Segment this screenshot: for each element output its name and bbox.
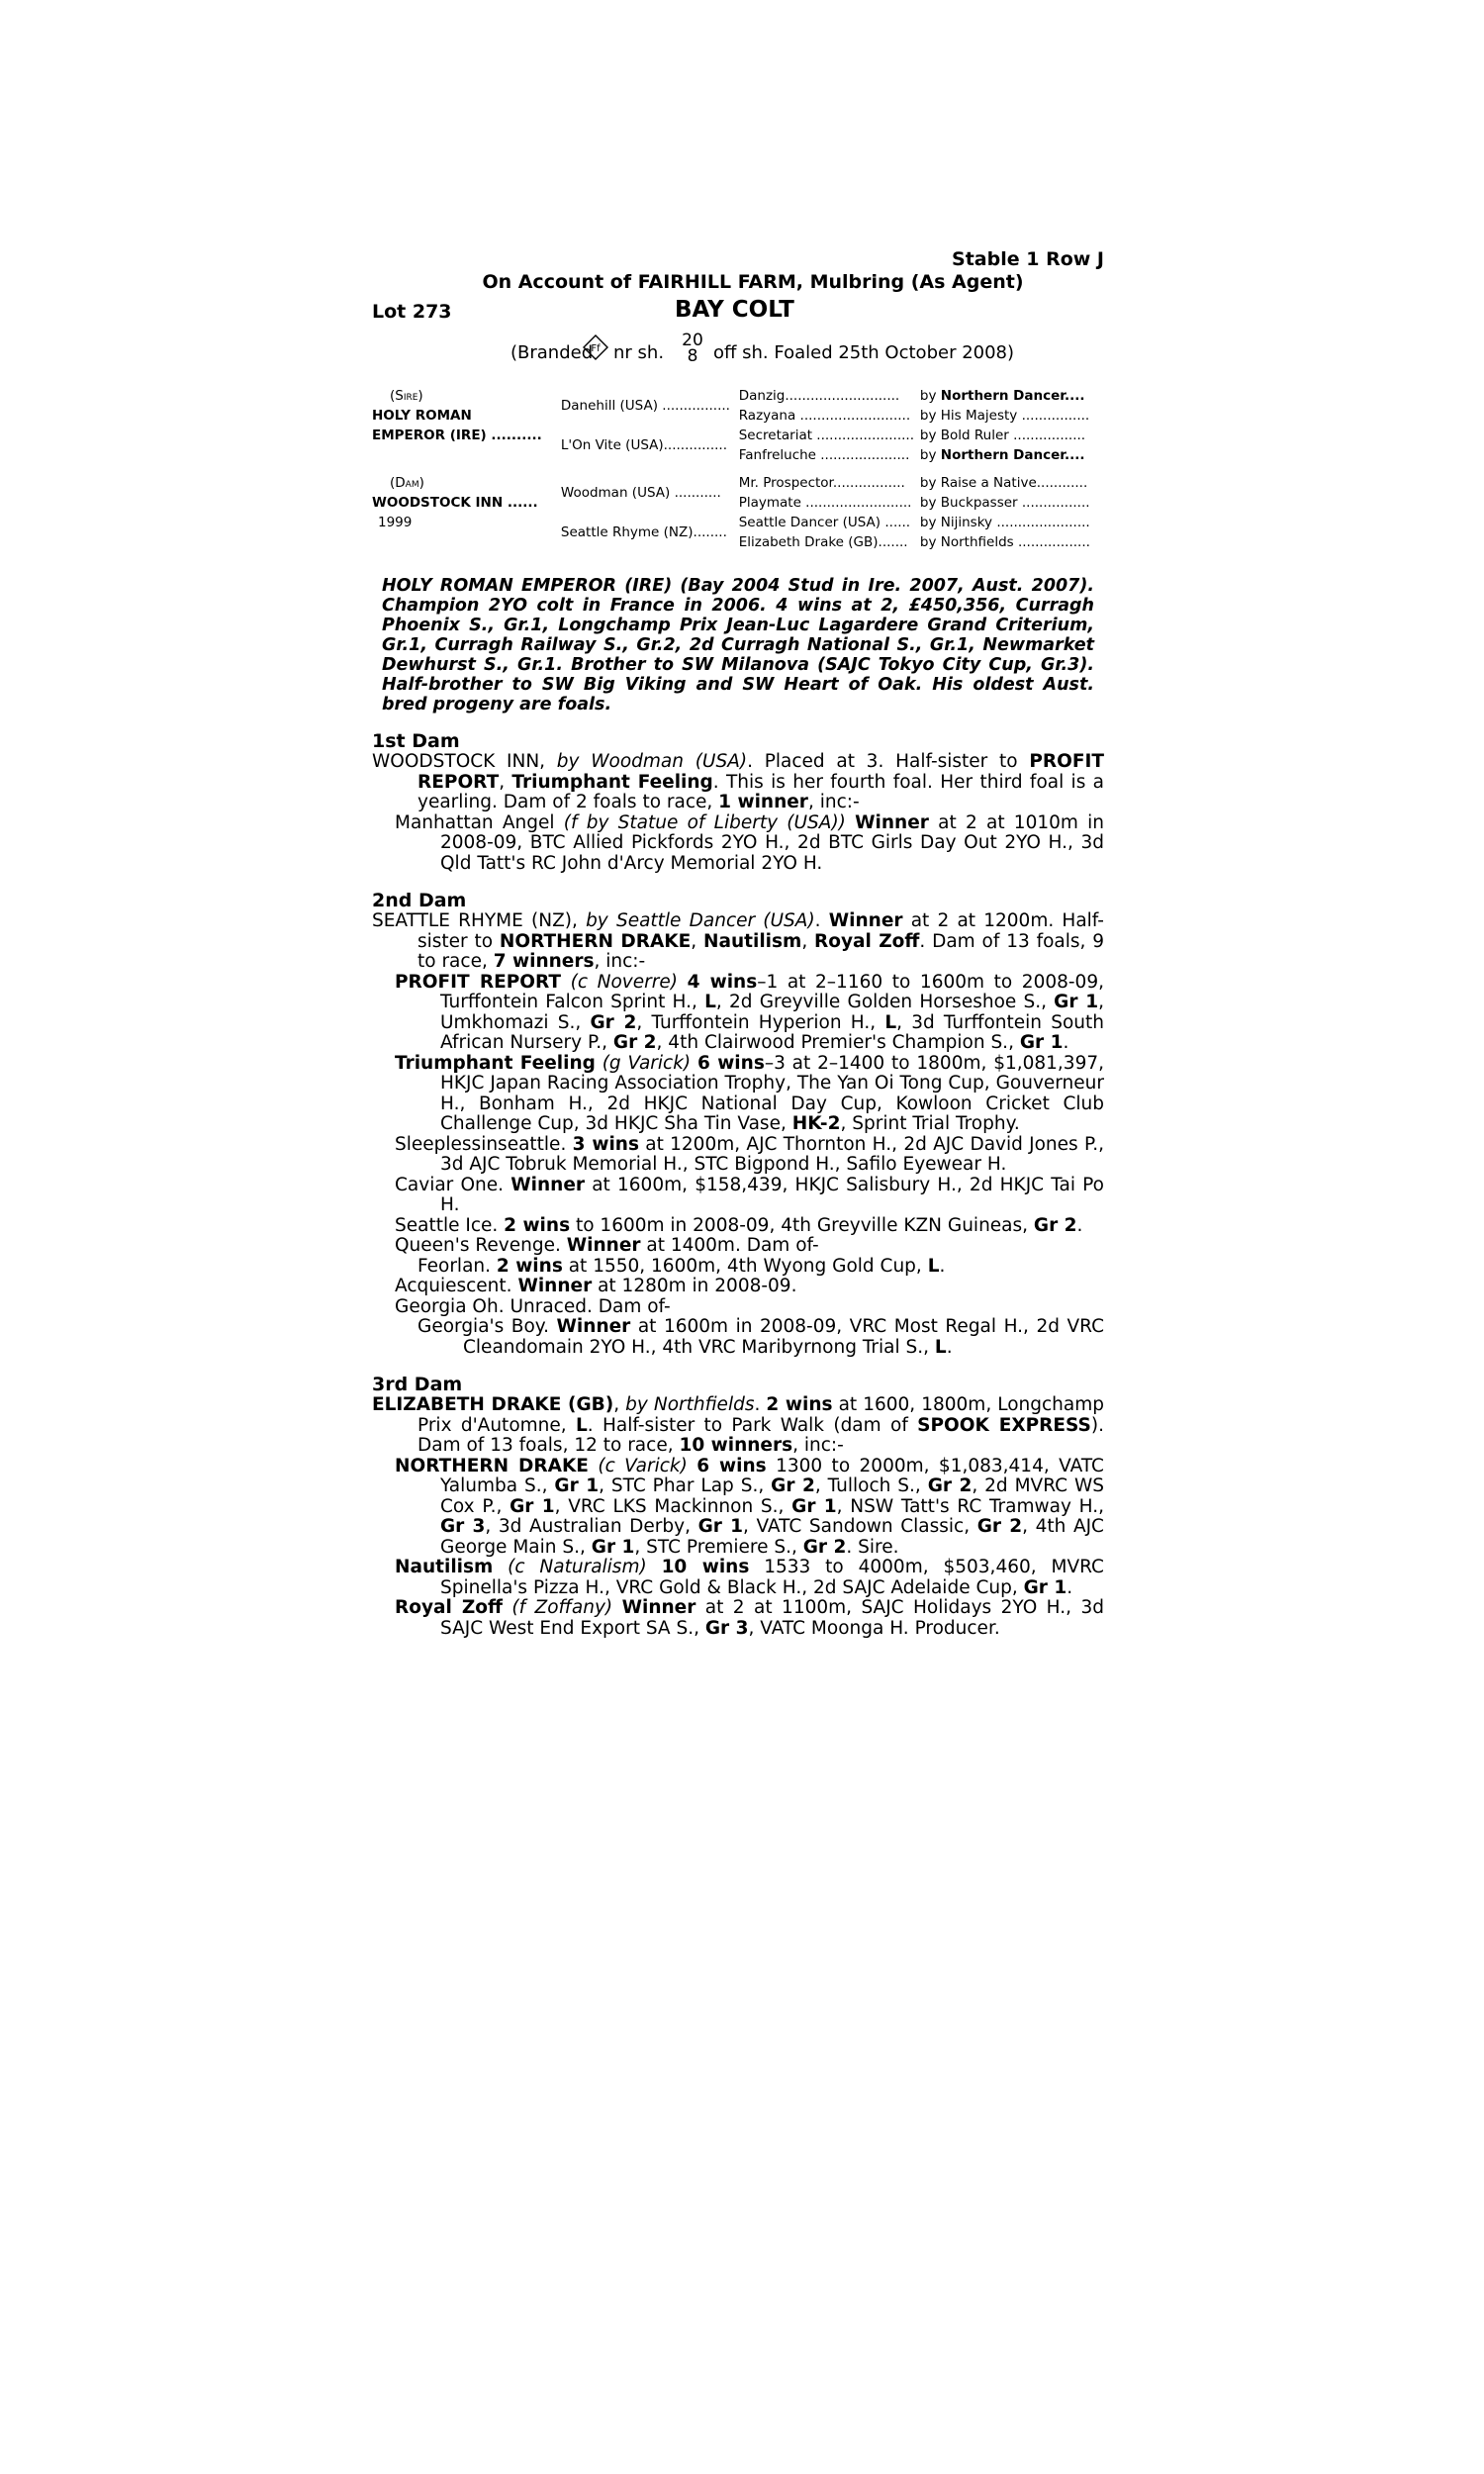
lot-number: Lot 273 [372,301,452,323]
pedigree-g4-4: by Northern Dancer.... [919,447,1085,463]
lot-title: BAY COLT [675,297,794,323]
progeny-entry: PROFIT REPORT (c Noverre) 4 wins–1 at 2–1160 to 1600m to 2008-09, Turffontein Falcon Sprint H., L, 2d Greyville Golden Horseshoe S., Gr 1, Umkhomazi S., Gr 2, Turffontein Hyperion H., L, 3d Turffontein South African Nursery P., Gr 2, 4th Clairwood Premier's Champion S., Gr 1. [395,971,1105,1053]
progeny-entry: Queen's Revenge. Winner at 1400m. Dam of- [395,1235,819,1256]
dam-name: WOODSTOCK INN ...... [372,495,538,511]
progeny-entry: Georgia Oh. Unraced. Dam of- [395,1295,671,1317]
first-dam-entry: WOODSTOCK INN, by Woodman (USA). Placed at 3. Half-sister to PROFIT REPORT, Triumphant Feeling. This is her fourth foal. Her third foal is a yearling. Dam of 2 foals to race, 1 winner, inc:- [372,751,1105,812]
brand-mark-icon [583,334,608,360]
pedigree-g3-5: Mr. Prospector................. [738,475,905,491]
pedigree-g3-2: Razyana .......................... [738,408,911,424]
progeny-entry: Seattle Ice. 2 wins to 1600m in 2008-09, 4th Greyville KZN Guineas, Gr 2. [395,1214,1083,1236]
pedigree-g4-8: by Northfields ................. [919,534,1090,550]
first-dam-heading: 1st Dam [372,730,460,752]
pedigree-g3-3: Secretariat ....................... [738,428,914,443]
pedigree-table [372,386,1094,552]
pedigree-g3-8: Elizabeth Drake (GB)....... [738,534,908,550]
progeny-entry: Triumphant Feeling (g Varick) 6 wins–3 at 2–1400 to 1800m, $1,081,397, HKJC Japan Racing Association Trophy, The Yan Oi Tong Cup, Gouverneur H., Bonham H., 2d HKJC National Day Cup, Kowloon Cricket Club Challenge Cup, 3d HKJC Sha Tin Vase, HK-2, Sprint Trial Trophy. [395,1052,1104,1134]
off-shoulder-foaled: off sh. Foaled 25th October 2008) [713,342,1015,363]
pedigree-g4-6: by Buckpasser ................ [919,495,1090,511]
progeny-entry: Caviar One. Winner at 1600m, $158,439, HKJC Salisbury H., 2d HKJC Tai Po H. [395,1174,1104,1215]
fraction-bottom: 8 [687,346,698,366]
fraction-top: 20 [682,331,703,350]
pedigree-g4-7: by Nijinsky ...................... [919,515,1090,530]
third-dam-entry: ELIZABETH DRAKE (GB), by Northfields. 2 wins at 1600, 1800m, Longchamp Prix d'Automne, L. Half-sister to Park Walk (dam of SPOOK EXPRESS). Dam of 13 foals, 12 to race, 10 winners, inc:- [372,1394,1105,1456]
brand-fraction [682,333,703,364]
pedigree-g4-2: by His Majesty ................ [919,408,1090,424]
grand-progeny-entry: Georgia's Boy. Winner at 1600m in 2008-09, VRC Most Regal H., 2d VRC Cleandomain 2YO H., 4th VRC Maribyrnong Trial S., L. [417,1316,1104,1358]
brand-line [372,333,1104,372]
third-dam-heading: 3rd Dam [372,1374,463,1395]
dam-label: (Dam) [390,475,424,491]
dam-dam: Seattle Rhyme (NZ)........ [560,524,727,540]
progeny-entry: NORTHERN DRAKE (c Varick) 6 wins 1300 to 2000m, $1,083,414, VATC Yalumba S., Gr 1, STC Phar Lap S., Gr 2, Tulloch S., Gr 2, 2d MVRC WS Cox P., Gr 1, VRC LKS Mackinnon S., Gr 1, NSW Tatt's RC Tramway H., Gr 3, 3d Australian Derby, Gr 1, VATC Sandown Classic, Gr 2, 4th AJC George Main S., Gr 1, STC Premiere S., Gr 2. Sire. [395,1455,1105,1558]
sire-name: HOLY ROMAN [372,408,472,424]
progeny-entry: Acquiescent. Winner at 1280m in 2008-09. [395,1276,797,1296]
progeny-entry: Sleeplessinseattle. 3 wins at 1200m, AJC Thornton H., 2d AJC David Jones P., 3d AJC Tobruk Memorial H., STC Bigpond H., Safilo Eyewear H. [395,1133,1104,1175]
pedigree-g3-4: Fanfreluche ..................... [738,447,910,463]
sire-label: (Sire) [390,388,423,404]
pedigree-g4-1: by Northern Dancer.... [919,388,1085,404]
pedigree-g3-7: Seattle Dancer (USA) ...... [738,515,911,530]
dam-year: 1999 [378,515,413,530]
sire-dam: L'On Vite (USA)............... [560,437,728,453]
catalogue-page [372,247,1104,1639]
progeny-entry: Manhattan Angel (f by Statue of Liberty (USA)) Winner at 2 at 1010m in 2008-09, BTC Allied Pickfords 2YO H., 2d BTC Girls Day Out 2YO H., 3d Qld Tatt's RC John d'Arcy Memorial 2YO H. [395,811,1105,874]
stable-location: Stable 1 Row J [952,248,1104,270]
sire-name-2: EMPEROR (IRE) .......... [372,428,542,443]
pedigree-g4-5: by Raise a Native............ [919,475,1088,491]
progeny-entry: Royal Zoff (f Zoffany) Winner at 2 at 1100m, SAJC Holidays 2YO H., 3d SAJC West End Export SA S., Gr 3, VATC Moonga H. Producer. [395,1597,1104,1639]
sire-summary: HOLY ROMAN EMPEROR (IRE) (Bay 2004 Stud in Ire. 2007, Aust. 2007). Champion 2YO colt in France in 2006. 4 wins at 2, £450,356, Curragh Phoenix S., Gr.1, Longchamp Prix Jean-Luc Lagardere Grand Criterium, Gr.1, Curragh Railway S., Gr.2, 2d Curragh National S., Gr.1, Newmarket Dewhurst S., Gr.1. Brother to SW Milanova (SAJC Tokyo City Cup, Gr.3). Half-brother to SW Big Viking and SW Heart of Oak. His oldest Aust. bred progeny are foals. [382,576,1094,714]
pedigree-g3-6: Playmate ......................... [738,495,912,511]
grand-progeny-entry: Feorlan. 2 wins at 1550, 1600m, 4th Wyong Gold Cup, L. [417,1255,946,1277]
progeny-entry: Nautilism (c Naturalism) 10 wins 1533 to 4000m, $503,460, MVRC Spinella's Pizza H., VRC Gold & Black H., 2d SAJC Adelaide Cup, Gr 1. [395,1557,1104,1598]
second-dam-entry: SEATTLE RHYME (NZ), by Seattle Dancer (USA). Winner at 2 at 1200m. Half-sister to NORTHERN DRAKE, Nautilism, Royal Zoff. Dam of 13 foals, 9 to race, 7 winners, inc:- [372,910,1104,972]
svg-text:Ff: Ff [591,343,601,354]
pedigree-g3-1: Danzig........................... [738,388,900,404]
dam-sire: Woodman (USA) ........... [560,485,721,501]
vendor-account: On Account of FAIRHILL FARM, Mulbring (As Agent) [482,271,1024,293]
lot-row [372,297,1104,336]
near-shoulder: nr sh. [613,342,665,363]
sire-sire: Danehill (USA) ................ [560,398,730,414]
pedigree-g4-3: by Bold Ruler ................. [919,428,1086,443]
second-dam-heading: 2nd Dam [372,890,467,911]
branded-open: (Branded [510,342,594,363]
